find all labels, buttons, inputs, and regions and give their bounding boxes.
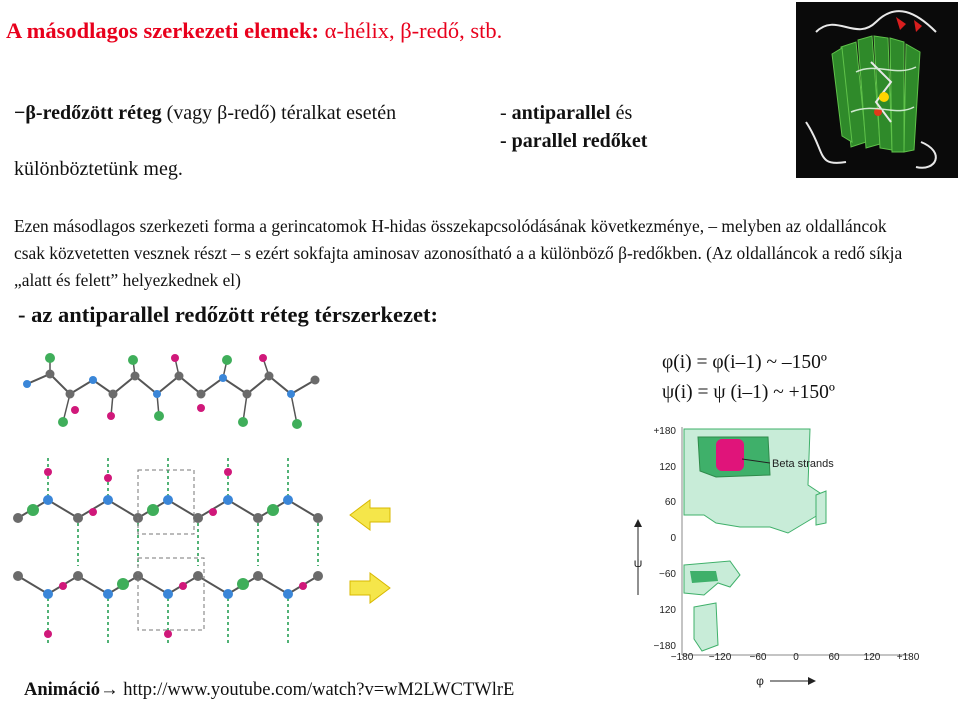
parallel-item: - parallel redőket bbox=[500, 130, 648, 152]
gfp-beta-barrel-image bbox=[796, 2, 958, 178]
x-tick: 120 bbox=[863, 652, 881, 663]
x-tick: +180 bbox=[896, 652, 920, 663]
beta-strand-side-view bbox=[15, 350, 335, 450]
anti-dash: - bbox=[500, 102, 512, 124]
arrow-glyph: → bbox=[100, 680, 119, 700]
intro-rest: (vagy β-redő) téralkat esetén bbox=[161, 102, 397, 124]
right-arrow-icon bbox=[350, 573, 390, 603]
x-tick: 0 bbox=[793, 652, 799, 663]
slide-title bbox=[6, 18, 502, 44]
antiparallel-term: antiparallel bbox=[511, 102, 611, 124]
x-tick: 60 bbox=[828, 652, 840, 663]
animation-link-line bbox=[24, 680, 514, 701]
section-heading: - az antiparallel redőzött réteg térszerkezet: bbox=[18, 302, 438, 327]
y-tick: −180 bbox=[653, 641, 676, 652]
x-tick: −60 bbox=[749, 652, 767, 663]
x-tick: −180 bbox=[670, 652, 694, 663]
psi-equation: ψ(i) = ψ (i–1) ~ +150º bbox=[662, 382, 835, 403]
anti-tail: és bbox=[610, 102, 633, 124]
y-tick: −60 bbox=[659, 569, 676, 580]
beta-sheet-term: −β-redőzött réteg bbox=[14, 102, 162, 124]
beta-strands-label: Beta strands bbox=[772, 458, 834, 470]
x-axis-label: φ bbox=[756, 674, 764, 688]
y-tick: 60 bbox=[664, 497, 676, 508]
ramachandran-plot bbox=[620, 415, 935, 695]
title-prefix: A másodlagos szerkezeti elemek: bbox=[6, 18, 325, 43]
description-paragraph: Ezen másodlagos szerkezeti forma a gerincatomok H-hidas összekapcsolódásának következménye, – melyben az oldalláncok csak közvetetten vesznek részt – s ezért sokfajta aminosav azonosítható a a különböző β-redőkben. (Az oldalláncok a redő síkja „alatt és felett” helyezkednek el) bbox=[14, 216, 903, 290]
antiparallel-item bbox=[500, 102, 632, 125]
y-axis-label: ψ bbox=[633, 556, 643, 570]
backbone-atoms bbox=[23, 370, 320, 399]
intro-line-2: különböztetünk meg. bbox=[14, 158, 183, 180]
left-arrow-icon bbox=[350, 500, 390, 530]
animation-label: Animáció bbox=[24, 680, 101, 700]
x-tick: −120 bbox=[708, 652, 732, 663]
title-elements: α-hélix, β-redő, stb. bbox=[324, 18, 503, 43]
phi-equation: φ(i) = φ(i–1) ~ –150º bbox=[662, 352, 827, 373]
y-tick: +180 bbox=[653, 426, 676, 437]
y-tick: 0 bbox=[670, 533, 676, 544]
y-tick: 120 bbox=[659, 605, 676, 616]
direction-arrows bbox=[345, 490, 395, 610]
youtube-link[interactable]: http://www.youtube.com/watch?v=wM2LWCTWlrE bbox=[118, 680, 515, 700]
antiparallel-sheet-top-view bbox=[8, 458, 343, 648]
y-tick: 120 bbox=[659, 462, 676, 473]
intro-line-1 bbox=[14, 102, 396, 125]
